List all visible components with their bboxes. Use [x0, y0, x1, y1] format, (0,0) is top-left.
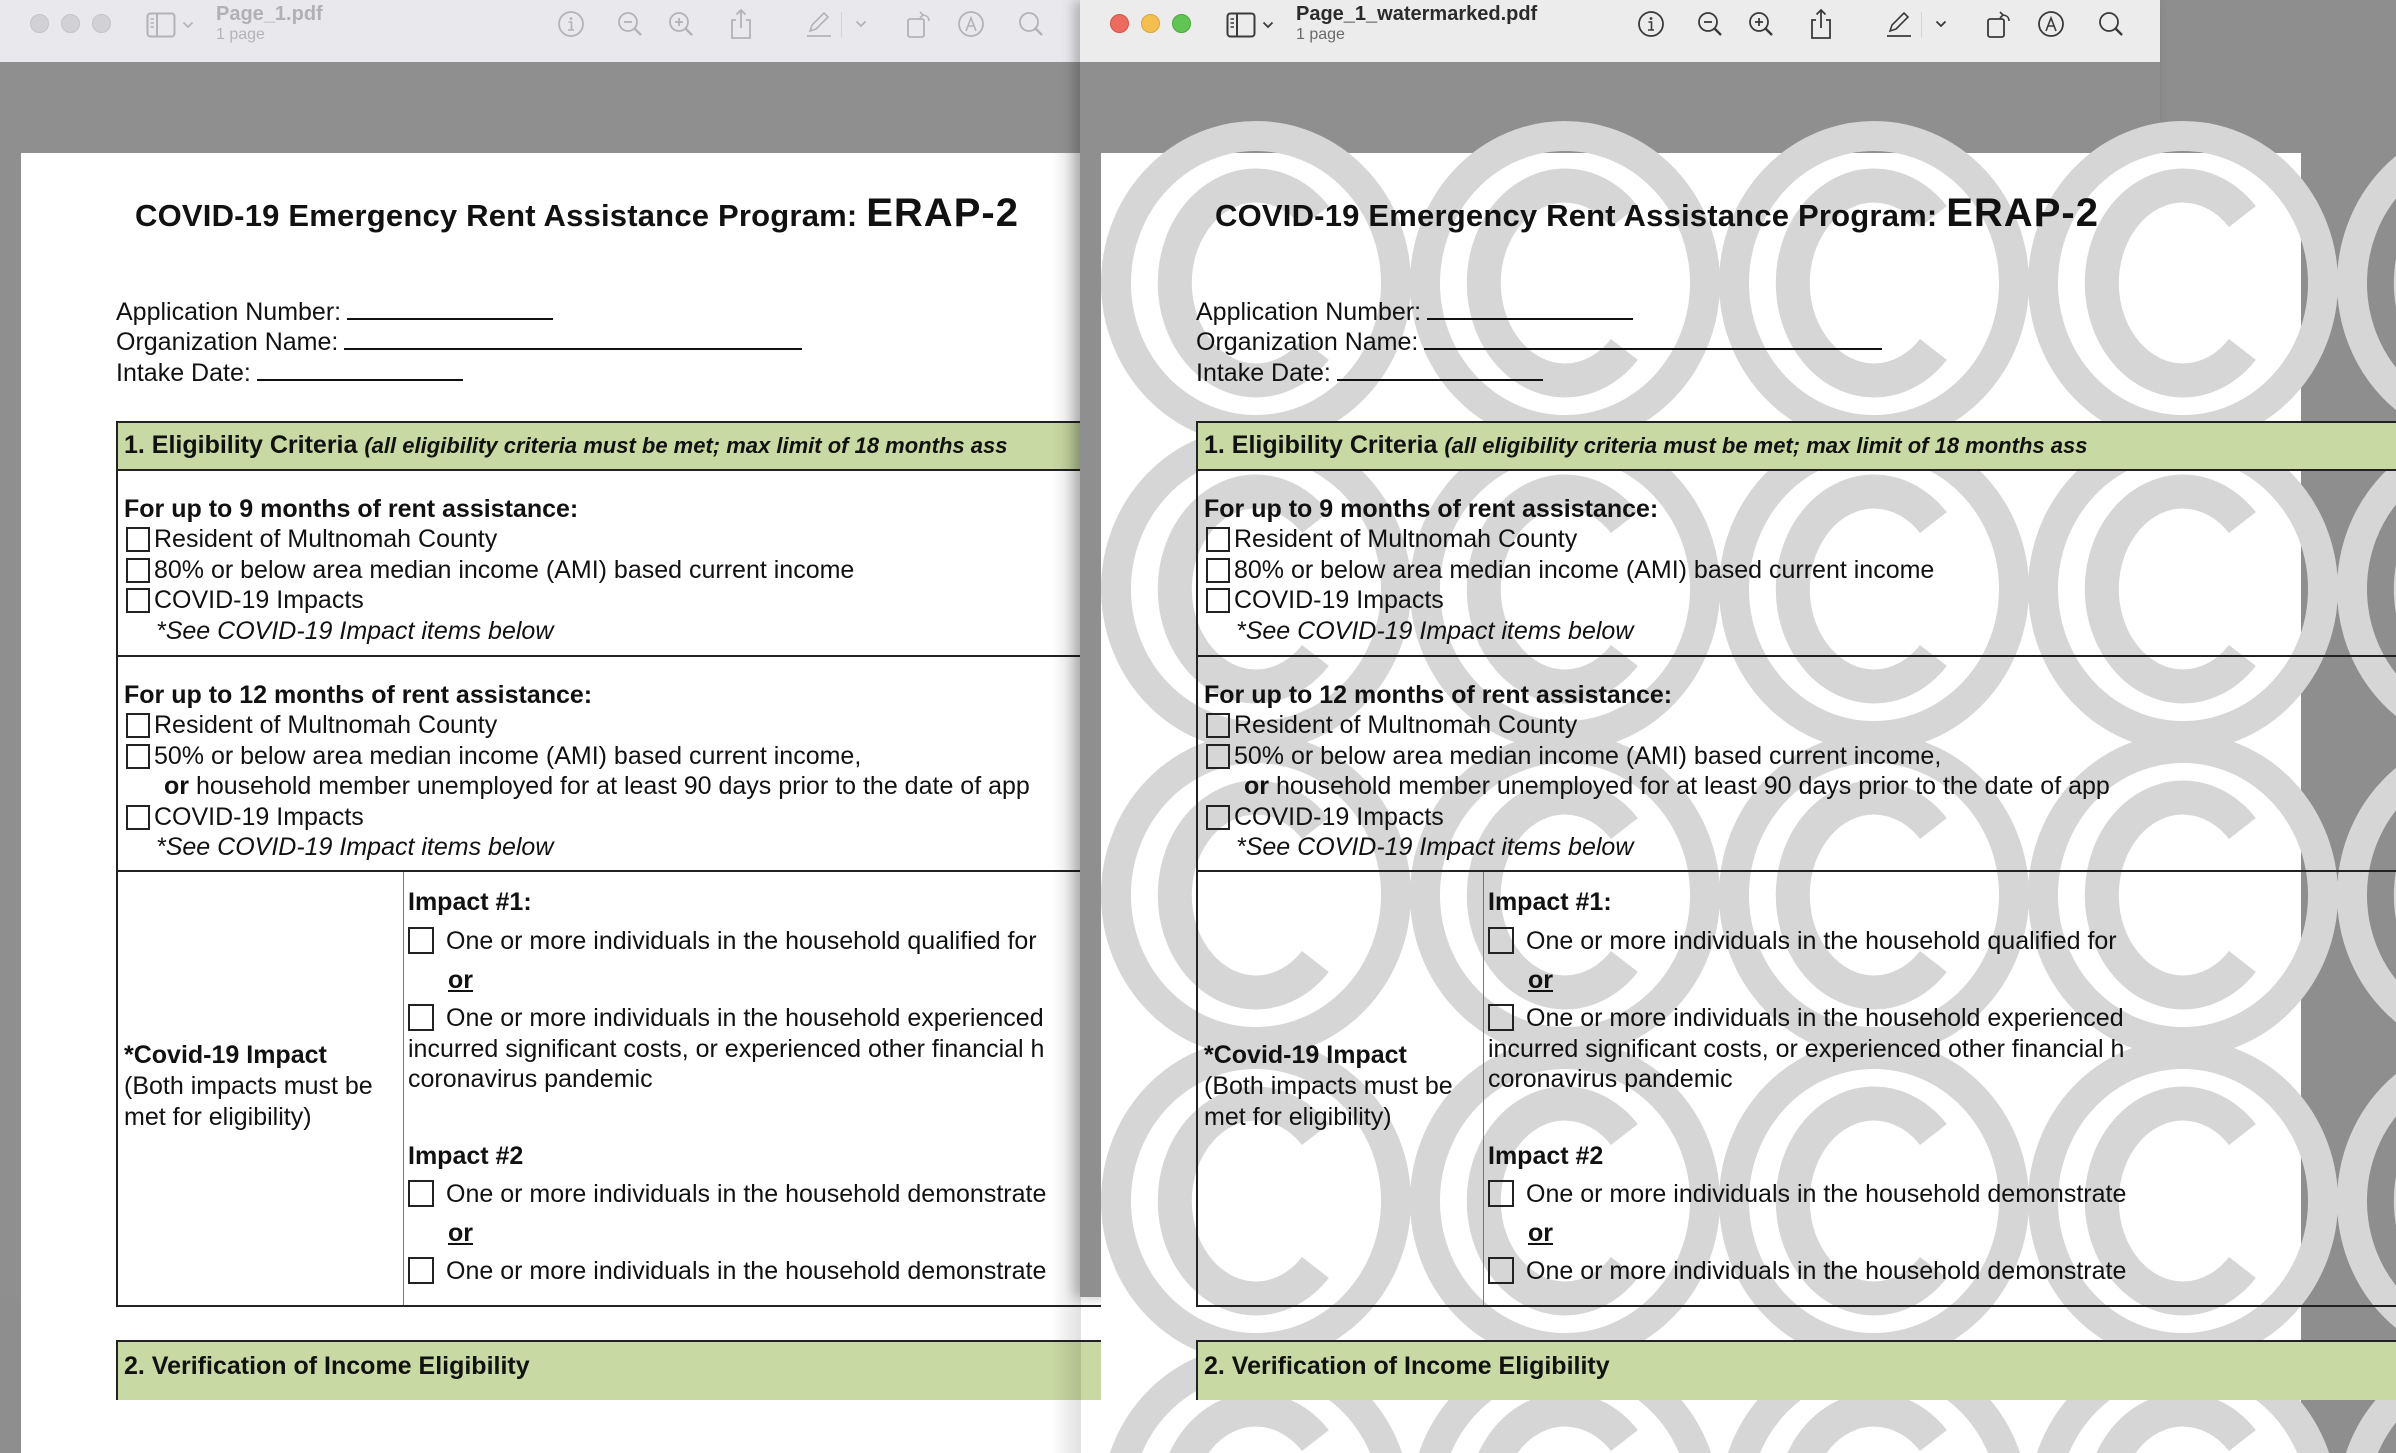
impact1-option-b-line2: incurred significant costs, or experienced other financial h [408, 1035, 1045, 1063]
form-title [1215, 191, 2099, 236]
continuation-text: household member unemployed for at least 90 days prior to the date of app [189, 772, 1030, 800]
document-scroll-area[interactable] [0, 62, 1080, 1380]
sidebar-toggle-button[interactable] [1226, 10, 1286, 40]
pdf-page [1101, 153, 2301, 1453]
criteria-label: Resident of Multnomah County [154, 525, 498, 553]
criteria-label: 50% or below area median income (AMI) based current income, [1234, 742, 1942, 770]
impact2-option-b[interactable] [408, 1257, 1046, 1286]
nine-months-heading: For up to 9 months of rent assistance: [1204, 495, 1659, 523]
annotate-icon [956, 9, 986, 39]
criteria-item[interactable] [1206, 525, 1577, 554]
minimize-button[interactable] [61, 14, 80, 33]
search-icon [2097, 10, 2125, 38]
checkbox[interactable] [1206, 744, 1230, 769]
document-title [1296, 2, 1537, 44]
option-label: One or more individuals in the household demonstrate [446, 1180, 1047, 1208]
toolbar-tools [555, 8, 1055, 40]
criteria-item[interactable] [1206, 586, 1444, 615]
checkbox[interactable] [1206, 588, 1230, 613]
chevron-down-icon [1262, 21, 1274, 29]
info-button[interactable] [1635, 8, 1667, 40]
impact1-option-b-line3: coronavirus pandemic [408, 1065, 653, 1093]
checkbox[interactable] [1488, 927, 1514, 954]
markup-button[interactable] [1883, 8, 1915, 40]
impact-note: *See COVID-19 Impact items below [1236, 617, 1634, 645]
zoom-out-icon [1696, 10, 1724, 38]
info-icon [1637, 10, 1665, 38]
zoom-in-icon [1747, 10, 1775, 38]
preview-window-page1[interactable] [0, 0, 1080, 1380]
zoom-window-button[interactable] [1172, 14, 1191, 33]
covid-impact-label-cell [118, 872, 404, 1305]
checkbox[interactable] [408, 927, 434, 954]
checkbox[interactable] [1206, 558, 1230, 583]
impact1-heading: Impact #1: [1488, 888, 1612, 916]
intake-date-field[interactable] [116, 359, 463, 388]
search-button[interactable] [1015, 8, 1047, 40]
checkbox[interactable] [1488, 1257, 1514, 1284]
field-label: Organization Name: [116, 328, 339, 356]
application-number-field[interactable] [116, 298, 553, 327]
criteria-item[interactable] [126, 525, 497, 554]
impact1-option-b[interactable] [1488, 1004, 2124, 1033]
section-title: 1. Eligibility Criteria [124, 431, 358, 459]
covid-impact-label-cell [1198, 872, 1484, 1305]
checkbox[interactable] [1488, 1180, 1514, 1207]
criteria-continuation [164, 772, 1030, 801]
nine-months-block [1196, 471, 2396, 657]
close-button[interactable] [1110, 14, 1129, 33]
section-subtitle: (all eligibility criteria must be met; max limit of 18 months ass [364, 433, 1008, 458]
page-count: 1 page [216, 26, 265, 43]
checkbox[interactable] [1488, 1004, 1514, 1031]
impact2-heading: Impact #2 [408, 1142, 524, 1170]
checkbox[interactable] [408, 1180, 434, 1207]
field-label: Application Number: [1196, 298, 1422, 326]
checkbox[interactable] [1206, 805, 1230, 830]
nine-months-heading: For up to 9 months of rent assistance: [124, 495, 579, 523]
twelve-months-heading: For up to 12 months of rent assistance: [1204, 681, 1673, 709]
impact2-option-a[interactable] [408, 1180, 1046, 1209]
or-separator: or [1528, 966, 1553, 994]
toolbar-separator [841, 12, 842, 38]
intake-date-blank[interactable] [257, 359, 463, 381]
file-name: Page_1.pdf [216, 3, 323, 25]
application-number-blank[interactable] [1427, 298, 1633, 320]
criteria-item[interactable] [126, 586, 364, 615]
impact1-option-a[interactable] [1488, 927, 2117, 956]
organization-name-field[interactable] [116, 328, 802, 357]
criteria-label: 80% or below area median income (AMI) based current income [1234, 556, 1935, 584]
window-controls [1110, 14, 1191, 33]
checkbox[interactable] [126, 713, 150, 738]
search-button[interactable] [2095, 8, 2127, 40]
covid-impact-desc: (Both impacts must be [1204, 1072, 1453, 1100]
criteria-label: 50% or below area median income (AMI) based current income, [154, 742, 862, 770]
watermark-copyright-icon [2352, 136, 2396, 430]
window-toolbar [1080, 0, 2160, 63]
checkbox[interactable] [1206, 527, 1230, 552]
rotate-button[interactable] [903, 8, 935, 40]
share-icon [729, 8, 753, 40]
info-button[interactable] [555, 8, 587, 40]
covid-impact-label [1204, 1040, 1453, 1133]
section-title: 1. Eligibility Criteria [1204, 431, 1438, 459]
checkbox[interactable] [126, 558, 150, 583]
rotate-icon [904, 9, 934, 39]
impact1-option-b[interactable] [408, 1004, 1044, 1033]
field-label: Application Number: [116, 298, 342, 326]
criteria-label: COVID-19 Impacts [154, 803, 364, 831]
search-icon [1017, 10, 1045, 38]
or-separator: or [448, 1219, 473, 1247]
form-title-text: COVID-19 Emergency Rent Assistance Program: [135, 198, 867, 233]
field-label: Intake Date: [1196, 359, 1331, 387]
file-name: Page_1_watermarked.pdf [1296, 3, 1538, 25]
toolbar-tools [1635, 8, 2135, 40]
option-label: One or more individuals in the household experienced [1526, 1004, 2124, 1032]
checkbox[interactable] [1206, 713, 1230, 738]
checkbox[interactable] [126, 744, 150, 769]
or-text: or [164, 772, 189, 800]
covid-impact-desc: (Both impacts must be [124, 1072, 373, 1100]
minimize-button[interactable] [1141, 14, 1160, 33]
impact2-heading: Impact #2 [1488, 1142, 1604, 1170]
form-title-text: COVID-19 Emergency Rent Assistance Program: [1215, 198, 1947, 233]
preview-window-watermarked[interactable] [1080, 0, 2160, 1380]
checkbox[interactable] [126, 527, 150, 552]
annotate-button[interactable] [955, 8, 987, 40]
option-label: One or more individuals in the household demonstrate [446, 1257, 1047, 1285]
close-button[interactable] [30, 14, 49, 33]
section-subtitle: (all eligibility criteria must be met; max limit of 18 months ass [1444, 433, 2088, 458]
application-number-blank[interactable] [347, 298, 553, 320]
option-label: One or more individuals in the household qualified for [446, 927, 1037, 955]
zoom-in-icon [667, 10, 695, 38]
organization-name-blank[interactable] [1424, 328, 1882, 350]
share-button[interactable] [725, 8, 757, 40]
option-label: One or more individuals in the household experienced [446, 1004, 1044, 1032]
covid-impact-desc: met for eligibility) [124, 1103, 312, 1131]
markup-pencil-icon [1884, 9, 1914, 39]
form-content [21, 153, 1221, 1453]
twelve-months-heading: For up to 12 months of rent assistance: [124, 681, 593, 709]
markup-button[interactable] [803, 8, 835, 40]
page-count: 1 page [1296, 26, 1345, 43]
impact2-option-a[interactable] [1488, 1180, 2126, 1209]
covid-impact-block [1196, 872, 2396, 1307]
form-code: ERAP-2 [1946, 191, 2099, 235]
rotate-icon [1984, 9, 2014, 39]
checkbox[interactable] [126, 805, 150, 830]
checkbox[interactable] [126, 588, 150, 613]
markup-menu-button[interactable] [845, 8, 877, 40]
criteria-continuation [1244, 772, 2110, 801]
criteria-label: COVID-19 Impacts [154, 586, 364, 614]
criteria-item[interactable] [1206, 803, 1444, 832]
covid-impact-label [124, 1040, 373, 1133]
impact1-option-a[interactable] [408, 927, 1037, 956]
criteria-label: Resident of Multnomah County [154, 711, 498, 739]
or-separator: or [1528, 1219, 1553, 1247]
document-title [216, 2, 323, 44]
twelve-months-block [1196, 657, 2396, 872]
option-label: One or more individuals in the household demonstrate [1526, 1180, 2127, 1208]
info-icon [557, 10, 585, 38]
impact1-heading: Impact #1: [408, 888, 532, 916]
field-label: Intake Date: [116, 359, 251, 387]
toolbar-separator [1921, 12, 1922, 38]
application-number-field[interactable] [1196, 298, 1633, 327]
section-income-verification-header: 2. Verification of Income Eligibility [116, 1340, 1316, 1400]
impact-note: *See COVID-19 Impact items below [156, 833, 554, 861]
criteria-item[interactable] [126, 556, 854, 585]
section-income-verification-header: 2. Verification of Income Eligibility [1196, 1340, 2396, 1400]
window-controls [30, 14, 111, 33]
zoom-in-button[interactable] [1745, 8, 1777, 40]
chevron-down-icon [1935, 20, 1947, 28]
or-text: or [1244, 772, 1269, 800]
zoom-window-button[interactable] [92, 14, 111, 33]
impact1-option-b-line3: coronavirus pandemic [1488, 1065, 1733, 1093]
option-label: One or more individuals in the household demonstrate [1526, 1257, 2127, 1285]
covid-impact-desc: met for eligibility) [1204, 1103, 1392, 1131]
annotate-icon [2036, 9, 2066, 39]
criteria-label: COVID-19 Impacts [1234, 803, 1444, 831]
rotate-button[interactable] [1983, 8, 2015, 40]
chevron-down-icon [855, 20, 867, 28]
impact2-option-b[interactable] [1488, 1257, 2126, 1286]
criteria-item[interactable] [1206, 711, 1577, 740]
criteria-item[interactable] [126, 803, 364, 832]
zoom-in-button[interactable] [665, 8, 697, 40]
form-content [1101, 153, 2301, 1453]
checkbox[interactable] [408, 1004, 434, 1031]
organization-name-blank[interactable] [344, 328, 802, 350]
intake-date-blank[interactable] [1337, 359, 1543, 381]
form-title [135, 191, 1019, 236]
document-scroll-area[interactable] [1080, 62, 2160, 1380]
criteria-item[interactable] [126, 742, 861, 771]
covid-impact-title: *Covid-19 Impact [124, 1041, 327, 1069]
annotate-button[interactable] [2035, 8, 2067, 40]
section-eligibility-header [1196, 421, 2396, 471]
markup-menu-button[interactable] [1925, 8, 1957, 40]
share-button[interactable] [1805, 8, 1837, 40]
criteria-item[interactable] [126, 711, 497, 740]
intake-date-field[interactable] [1196, 359, 1543, 388]
impact-note: *See COVID-19 Impact items below [156, 617, 554, 645]
criteria-label: COVID-19 Impacts [1234, 586, 1444, 614]
sidebar-toggle-button[interactable] [146, 10, 206, 40]
continuation-text: household member unemployed for at least 90 days prior to the date of app [1269, 772, 2110, 800]
zoom-out-button[interactable] [1694, 8, 1726, 40]
criteria-label: Resident of Multnomah County [1234, 711, 1578, 739]
impact1-option-b-line2: incurred significant costs, or experienced other financial h [1488, 1035, 2125, 1063]
markup-pencil-icon [804, 9, 834, 39]
window-toolbar [0, 0, 1080, 63]
criteria-item[interactable] [1206, 556, 1934, 585]
form-code: ERAP-2 [866, 191, 1019, 235]
sidebar-icon [146, 12, 176, 38]
pdf-page [21, 153, 1221, 1453]
criteria-label: 80% or below area median income (AMI) based current income [154, 556, 855, 584]
criteria-item[interactable] [1206, 742, 1941, 771]
organization-name-field[interactable] [1196, 328, 1882, 357]
chevron-down-icon [182, 21, 194, 29]
impact-note: *See COVID-19 Impact items below [1236, 833, 1634, 861]
option-label: One or more individuals in the household qualified for [1526, 927, 2117, 955]
checkbox[interactable] [408, 1257, 434, 1284]
zoom-out-button[interactable] [614, 8, 646, 40]
criteria-label: Resident of Multnomah County [1234, 525, 1578, 553]
or-separator: or [448, 966, 473, 994]
share-icon [1809, 8, 1833, 40]
sidebar-icon [1226, 12, 1256, 38]
zoom-out-icon [616, 10, 644, 38]
field-label: Organization Name: [1196, 328, 1419, 356]
covid-impact-title: *Covid-19 Impact [1204, 1041, 1407, 1069]
